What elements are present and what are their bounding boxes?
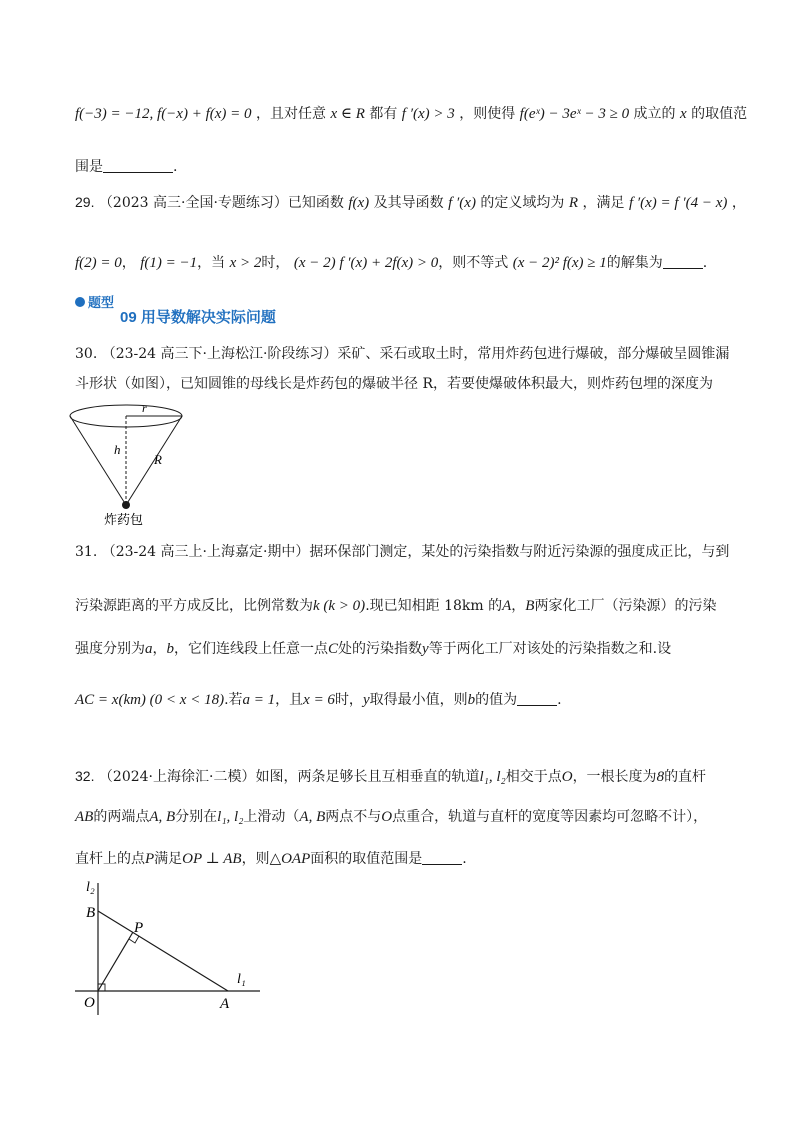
question-source: （2024·上海徐汇·二模） bbox=[98, 769, 256, 785]
answer-blank[interactable] bbox=[422, 850, 462, 865]
label-l1: l₁ bbox=[237, 972, 246, 987]
q32-line1: 32. （2024·上海徐汇·二模）如图，两条足够长且互相垂直的轨道l₁, l₂相交于点O，一根长度为8的直杆 bbox=[75, 768, 707, 785]
explosive-point bbox=[122, 501, 130, 509]
q28-condition: f(−3) = −12, f(−x) + f(x) = 0 bbox=[75, 106, 252, 122]
label-l2: l₂ bbox=[86, 880, 95, 895]
question-source: （2023 高三·全国·专题练习） bbox=[98, 195, 288, 211]
bullet-icon bbox=[75, 297, 85, 307]
q32-line3: 直杆上的点P满足OP ⊥ AB，则△OAP面积的取值范围是 . bbox=[75, 851, 467, 867]
rod-AB bbox=[98, 911, 228, 991]
q31-line3: 强度分别为a，b，它们连线段上任意一点C处的污染指数y等于两化工厂对该处的污染指数之和.设 bbox=[75, 641, 672, 657]
q29-line1: 29. （2023 高三·全国·专题练习）已知函数 f(x) 及其导函数 f ′(x) 的定义域均为 R ，满足 f ′(x) = f ′(4 − x) ， bbox=[75, 194, 746, 211]
question-number: 29. bbox=[75, 194, 95, 210]
label-explosive: 炸药包 bbox=[104, 513, 144, 528]
answer-blank[interactable] bbox=[103, 158, 173, 173]
question-number: 32. bbox=[75, 768, 95, 784]
q31-line1: 31. （23-24 高三上·上海嘉定·期中）据环保部门测定，某处的污染指数与附近污染源的强度成正比，与到 bbox=[75, 544, 730, 560]
label-h: h bbox=[114, 442, 121, 457]
segment-OP bbox=[98, 932, 133, 991]
q29-line2: f(2) = 0， f(1) = −1，当 x > 2时， (x − 2) f ′(x) + 2f(x) > 0，则不等式 (x − 2)² f(x) ≥ 1的解集为 . bbox=[75, 255, 708, 271]
q32-line2: AB的两端点A, B分别在l₁, l₂上滑动（A, B两点不与O点重合，轨道与直杆的宽度等因素均可忽略不计）， bbox=[75, 809, 708, 825]
label-r: r bbox=[142, 401, 147, 415]
q31-line4: AC = x(km) (0 < x < 18).若a = 1，且x = 6时，y取得最小值，则b的值为 . bbox=[75, 692, 562, 708]
q30-line2: 斗形状（如图），已知圆锥的母线长是炸药包的爆破半径 R，若要使爆破体积最大，则炸药包埋的深度为 bbox=[75, 376, 713, 392]
answer-blank[interactable] bbox=[517, 691, 557, 706]
cone-left-edge bbox=[70, 416, 126, 505]
section-title: 09 用导数解决实际问题 bbox=[120, 309, 276, 326]
label-B: B bbox=[86, 905, 96, 921]
section-heading bbox=[75, 292, 276, 326]
answer-blank[interactable] bbox=[663, 254, 703, 269]
label-A: A bbox=[220, 996, 230, 1012]
section-tag: 题型 bbox=[88, 295, 115, 310]
label-R: R bbox=[154, 452, 162, 467]
q28-line1: f(−3) = −12, f(−x) + f(x) = 0 ，且对任意 x ∈ R 都有 f ′(x) > 3 ，则使得 f(eˣ) − 3eˣ − 3 ≥ 0 成立的 x 的取值范 bbox=[75, 106, 748, 122]
q30-line1: 30. （23-24 高三下·上海松江·阶段练习）采矿、采石或取土时，常用炸药包进行爆破，部分爆破呈圆锥漏 bbox=[75, 346, 730, 362]
rod-figure bbox=[70, 875, 270, 1020]
q28-line2: 围是 . bbox=[75, 159, 178, 175]
label-O: O bbox=[84, 995, 95, 1011]
q31-line2: 污染源距离的平方成反比，比例常数为k (k > 0).现已知相距 18km 的A，B两家化工厂（污染源）的污染 bbox=[75, 598, 717, 614]
cone-figure bbox=[60, 398, 200, 530]
label-P: P bbox=[134, 920, 144, 936]
